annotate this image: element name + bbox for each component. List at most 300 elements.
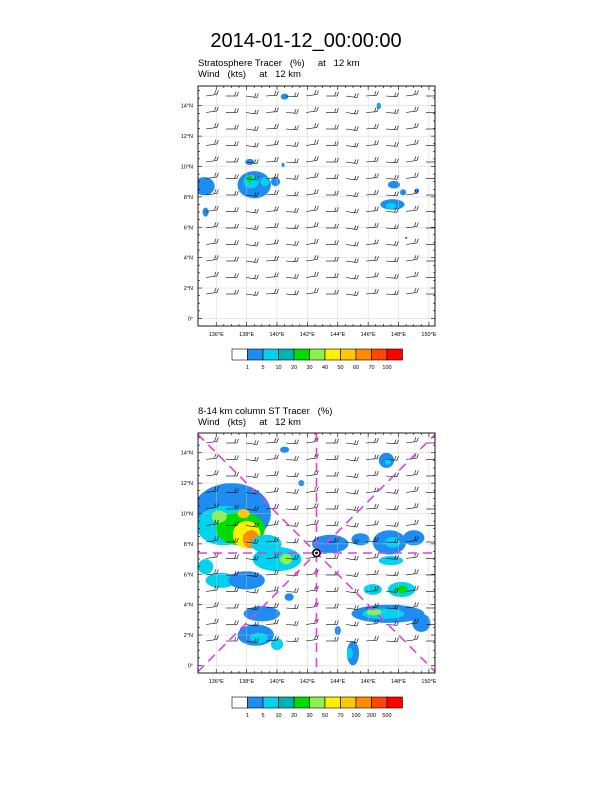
tracer-shade-area (271, 177, 280, 186)
colorbar-label: 70 (337, 713, 344, 719)
tracer-shade-area (280, 447, 289, 453)
wind-barb (266, 587, 278, 592)
wind-barb (266, 273, 278, 278)
wind-barb (326, 108, 339, 112)
wind-barb (306, 173, 318, 179)
colorbar-swatch (325, 697, 341, 708)
x-tick-label: 140°E (269, 332, 285, 338)
wind-barb (266, 471, 278, 476)
x-tick-label: 144°E (330, 332, 346, 338)
y-tick-label: 0° (187, 316, 193, 323)
x-tick-label: 150°E (421, 679, 437, 685)
wind-barb (306, 123, 318, 129)
wind-barb (346, 275, 358, 279)
wind-barb (326, 455, 339, 459)
wind-barb (426, 521, 439, 525)
x-tick-label: 142°E (299, 679, 315, 685)
wind-barb (386, 440, 398, 444)
wind-barb (266, 289, 278, 294)
wind-barb (426, 191, 439, 195)
wind-barb (346, 110, 358, 114)
wind-barb (366, 455, 378, 460)
wind-barb (206, 635, 218, 641)
tracer-shade-area (405, 237, 407, 239)
wind-barb (386, 142, 398, 146)
y-tick-label: 10°N (180, 164, 193, 171)
wind-barb (206, 272, 218, 278)
wind-barb (426, 141, 439, 145)
wind-barb (386, 274, 398, 278)
wind-barb (266, 91, 278, 96)
wind-barb (206, 156, 218, 162)
wind-barb (226, 554, 239, 558)
wind-barb (306, 140, 318, 146)
wind-barb (426, 92, 439, 96)
wind-barb (286, 506, 298, 510)
wind-barb (346, 126, 358, 130)
wind-barb (366, 471, 378, 476)
wind-barb (226, 455, 239, 459)
x-tick-label: 142°E (299, 332, 315, 338)
wind-barb (246, 242, 258, 246)
wind-barb (266, 124, 278, 129)
colorbar-label: 50 (337, 365, 344, 371)
colorbar-swatch (310, 697, 326, 708)
wind-barb (426, 174, 439, 178)
wind-barb (306, 107, 318, 113)
wind-barb (206, 90, 218, 96)
wind-barb (406, 140, 418, 146)
wind-barb (286, 93, 298, 97)
wind-barb (286, 159, 298, 163)
wind-barb (366, 554, 378, 559)
wind-barb (266, 488, 278, 493)
y-tick-label: 4°N (183, 602, 193, 609)
wind-barb (366, 91, 378, 96)
wind-barb (306, 255, 318, 261)
wind-barb (246, 589, 258, 593)
wind-barb (426, 108, 439, 112)
colorbar-label: 5 (261, 713, 265, 719)
colorbar-label: 10 (275, 713, 282, 719)
wind-barb (366, 488, 378, 493)
colorbar-swatch (387, 349, 403, 360)
colorbar-label: 20 (290, 713, 298, 719)
wind-barb (406, 255, 418, 261)
wind-barb (426, 158, 439, 162)
wind-barb (286, 109, 298, 113)
wind-barb (326, 604, 339, 608)
colorbar-label: 1 (245, 365, 250, 371)
stratosphere-tracer-colorbar (232, 349, 403, 371)
tracer-shade-area (400, 189, 406, 195)
wind-barb (326, 472, 339, 476)
wind-barb (346, 506, 358, 510)
wind-barb (266, 207, 278, 212)
colorbar-label: 50 (321, 713, 329, 719)
wind-barb (366, 438, 378, 443)
colorbar-label: 30 (306, 365, 313, 371)
colorbar-swatch (248, 697, 264, 708)
colorbar-swatch (387, 697, 403, 708)
wind-barb (206, 173, 218, 179)
x-tick-label: 136°E (208, 332, 224, 338)
wind-barb (206, 454, 218, 460)
column-st-tracer-colorbar (232, 697, 403, 719)
tracer-shade-area (388, 181, 400, 189)
colorbar-swatch (232, 697, 248, 708)
wind-barb (246, 275, 258, 279)
wind-barb (346, 638, 358, 642)
wind-barb (226, 273, 239, 277)
wind-barb (406, 470, 418, 476)
wind-barb (426, 637, 439, 641)
wind-barb (286, 440, 298, 444)
colorbar-swatch (356, 349, 372, 360)
x-tick-label: 138°E (239, 679, 255, 685)
colorbar-swatch (248, 349, 264, 360)
wind-barb (246, 440, 258, 444)
colorbar-label: 10 (275, 365, 282, 371)
colorbar-swatch (294, 349, 310, 360)
wind-barb (266, 438, 278, 443)
y-tick-label: 2°N (183, 633, 193, 640)
wind-barb (426, 207, 439, 211)
wind-barb (266, 108, 278, 113)
wind-barb (346, 440, 358, 444)
wind-barb (366, 273, 378, 278)
colorbar-label: 5 (261, 365, 265, 371)
wind-barb (326, 141, 339, 145)
wind-barb (246, 473, 258, 477)
wind-barb (426, 472, 439, 476)
wind-barb (346, 556, 358, 560)
colorbar-label: 200 (366, 713, 377, 719)
wind-barb (286, 638, 298, 642)
wind-barb (346, 457, 358, 461)
wind-barb (406, 107, 418, 113)
wind-barb (206, 602, 218, 608)
wind-barb (406, 239, 418, 245)
wind-barb (366, 157, 378, 162)
colorbar-swatch (356, 697, 372, 708)
wind-barb (346, 490, 358, 494)
wind-barb (386, 126, 398, 130)
wind-barb (246, 209, 258, 213)
wind-barb (326, 273, 339, 277)
wind-barb (346, 622, 358, 626)
wind-barb (226, 92, 239, 96)
colorbar-swatch (232, 349, 248, 360)
wind-barb (286, 126, 298, 130)
x-tick-label: 140°E (269, 679, 285, 685)
wind-barb (366, 521, 378, 526)
tracer-shade-area (285, 593, 294, 601)
colorbar-swatch (341, 349, 357, 360)
colorbar-label: 100 (382, 365, 392, 371)
wind-barb (226, 257, 239, 261)
wind-barb (226, 439, 239, 443)
wind-barb (286, 621, 298, 625)
wind-barb (226, 158, 239, 162)
wind-barb (326, 620, 339, 624)
colorbar-swatch (310, 349, 326, 360)
tracer-shade-area (198, 559, 213, 574)
wind-barb (386, 225, 398, 229)
wind-barb (346, 159, 358, 163)
wind-barb (346, 589, 358, 593)
tracer-shade-area (212, 510, 227, 522)
wind-barb (346, 291, 358, 295)
wind-barb (286, 142, 298, 146)
wind-barb (306, 206, 318, 212)
wind-barb (206, 619, 218, 625)
wind-barb (226, 240, 239, 244)
wind-barb (366, 174, 378, 179)
y-tick-label: 0° (187, 663, 193, 670)
wind-barb (326, 290, 339, 294)
wind-barb (286, 241, 298, 245)
colorbar-swatch (263, 349, 279, 360)
wind-barb (426, 240, 439, 244)
wind-barb (306, 487, 318, 493)
wind-barb (386, 192, 398, 196)
wind-barb (326, 521, 339, 525)
wind-barb (246, 291, 258, 295)
wind-barb (246, 143, 258, 147)
wind-barb (366, 108, 378, 113)
wind-barb (366, 289, 378, 294)
wind-barb (286, 291, 298, 295)
wind-barb (246, 457, 258, 461)
wind-barb (246, 93, 258, 97)
wind-barb (406, 288, 418, 294)
wind-barb (386, 291, 398, 295)
wind-barb (206, 437, 218, 443)
wind-barb (326, 505, 339, 509)
page-title: 2014-01-12_00:00:00 (210, 30, 402, 52)
colorbar-label: 500 (382, 713, 392, 719)
wind-barb (406, 206, 418, 212)
wind-barb (386, 241, 398, 245)
wind-barb (266, 157, 278, 162)
wind-barb (326, 207, 339, 211)
tracer-shade-area (203, 208, 209, 217)
wind-barb (346, 258, 358, 262)
wind-barb (286, 225, 298, 229)
wind-barb (346, 605, 358, 609)
wind-barb (426, 554, 439, 558)
wind-barb (226, 290, 239, 294)
y-tick-label: 4°N (183, 255, 193, 262)
map2-subtitle: Wind (kts) at 12 km (198, 417, 301, 428)
wind-barb (266, 256, 278, 261)
wind-barb (386, 175, 398, 179)
wind-barb (406, 272, 418, 278)
wind-barb (326, 174, 339, 178)
wind-barb (246, 126, 258, 130)
y-tick-label: 6°N (183, 225, 193, 232)
wind-barb (326, 637, 339, 641)
wind-barb (226, 108, 239, 112)
wind-barb (406, 173, 418, 179)
wind-barb (426, 125, 439, 129)
wind-barb (286, 588, 298, 592)
colorbar-label: 30 (306, 713, 313, 719)
colorbar-swatch (325, 349, 341, 360)
wind-barb (426, 455, 439, 459)
tracer-shade-area (364, 584, 382, 595)
wind-barb (206, 107, 218, 113)
wind-barb (326, 587, 339, 591)
wind-barb (346, 176, 358, 180)
tracer-shade-area (281, 94, 289, 100)
wind-barb (206, 255, 218, 261)
tracer-shade-area (347, 648, 353, 659)
wind-barb (326, 488, 339, 492)
wind-barb (326, 240, 339, 244)
wind-barb (206, 239, 218, 245)
stratosphere-tracer-map (181, 86, 439, 338)
wind-barb (426, 439, 439, 443)
wind-barb (266, 141, 278, 146)
tracer-shade-area (379, 556, 403, 565)
wind-barb (286, 456, 298, 460)
wind-barb (426, 273, 439, 277)
y-tick-label: 10°N (180, 511, 193, 518)
wind-barb (306, 288, 318, 294)
tracer-shade-area (412, 614, 430, 632)
x-tick-label: 138°E (239, 332, 255, 338)
x-tick-label: 148°E (391, 679, 407, 685)
wind-barb (386, 258, 398, 262)
wind-barb (346, 143, 358, 147)
wind-barb (306, 189, 318, 195)
wind-barb (346, 192, 358, 196)
colorbar-swatch (279, 697, 295, 708)
wind-barb (426, 488, 439, 492)
wind-barb (306, 156, 318, 162)
wind-barb (426, 290, 439, 294)
wind-barb (386, 109, 398, 113)
colorbar-swatch (279, 349, 295, 360)
wind-barb (226, 141, 239, 145)
wind-barb (326, 158, 339, 162)
wind-barb (226, 191, 239, 195)
wind-barb (346, 209, 358, 213)
colorbar-swatch (372, 697, 388, 708)
wind-barb (326, 439, 339, 443)
wind-barb (366, 240, 378, 245)
wind-barb (206, 288, 218, 294)
wind-barb (246, 110, 258, 114)
wind-barb (366, 124, 378, 129)
wind-barb (286, 192, 298, 196)
wind-barb (226, 604, 239, 608)
wind-barb (306, 272, 318, 278)
colorbar-swatch (341, 697, 357, 708)
y-tick-label: 8°N (183, 541, 193, 548)
wind-barb (386, 506, 398, 510)
x-tick-label: 146°E (360, 332, 376, 338)
x-tick-label: 146°E (360, 679, 376, 685)
y-tick-label: 12°N (180, 481, 193, 488)
colorbar-swatch (263, 697, 279, 708)
wind-barb (346, 93, 358, 97)
x-tick-label: 148°E (391, 332, 407, 338)
wind-barb (206, 470, 218, 476)
wind-barb (406, 437, 418, 443)
wind-barb (306, 90, 318, 96)
colorbar-label: 70 (368, 365, 375, 371)
wind-barb (406, 90, 418, 96)
wind-barb (326, 191, 339, 195)
colorbar-label: 100 (351, 713, 361, 719)
colorbar-label: 40 (321, 365, 329, 371)
wind-barb (426, 587, 439, 591)
wind-barb (386, 572, 398, 576)
wind-barb (226, 174, 239, 178)
wind-barb (366, 504, 378, 509)
wind-barb (386, 93, 398, 97)
x-tick-label: 150°E (421, 332, 437, 338)
y-tick-label: 14°N (180, 103, 193, 110)
y-tick-label: 14°N (180, 450, 193, 457)
wind-barb (286, 539, 298, 543)
colorbar-swatch (294, 697, 310, 708)
map1-title: Stratosphere Tracer (%) at 12 km (198, 58, 360, 69)
wind-barb (366, 636, 378, 641)
wind-barb (366, 190, 378, 195)
wind-barb (366, 256, 378, 261)
wind-barb (326, 125, 339, 129)
wind-barb (286, 605, 298, 609)
wind-barb (206, 140, 218, 146)
tracer-shade-area (386, 203, 397, 209)
wind-barb (306, 239, 318, 245)
y-tick-label: 12°N (180, 134, 193, 141)
wind-barb (346, 242, 358, 246)
wind-barb (246, 258, 258, 262)
wind-barb (406, 123, 418, 129)
colorbar-label: 60 (352, 365, 360, 371)
colorbar-label: 20 (290, 365, 298, 371)
colorbar-swatch (372, 349, 388, 360)
wind-barb (386, 638, 398, 642)
wind-barb (406, 635, 418, 641)
x-tick-label: 144°E (330, 679, 346, 685)
wind-barb (406, 520, 418, 526)
tracer-shade-area (193, 177, 214, 195)
wind-barb (286, 489, 298, 493)
y-tick-label: 2°N (183, 286, 193, 293)
map1-subtitle: Wind (kts) at 12 km (198, 69, 301, 80)
wind-barb (386, 522, 398, 526)
column-st-tracer-map (177, 413, 457, 693)
y-tick-label: 8°N (183, 194, 193, 201)
wind-barb (346, 473, 358, 477)
wind-barb (226, 207, 239, 211)
wind-barb (206, 123, 218, 129)
wind-barb (406, 503, 418, 509)
x-tick-label: 136°E (208, 679, 224, 685)
colorbar-label: 1 (245, 713, 250, 719)
wind-barb (326, 257, 339, 261)
wind-barb (286, 473, 298, 477)
wind-barb (426, 505, 439, 509)
wind-barb (326, 554, 339, 558)
wind-barb (406, 487, 418, 493)
